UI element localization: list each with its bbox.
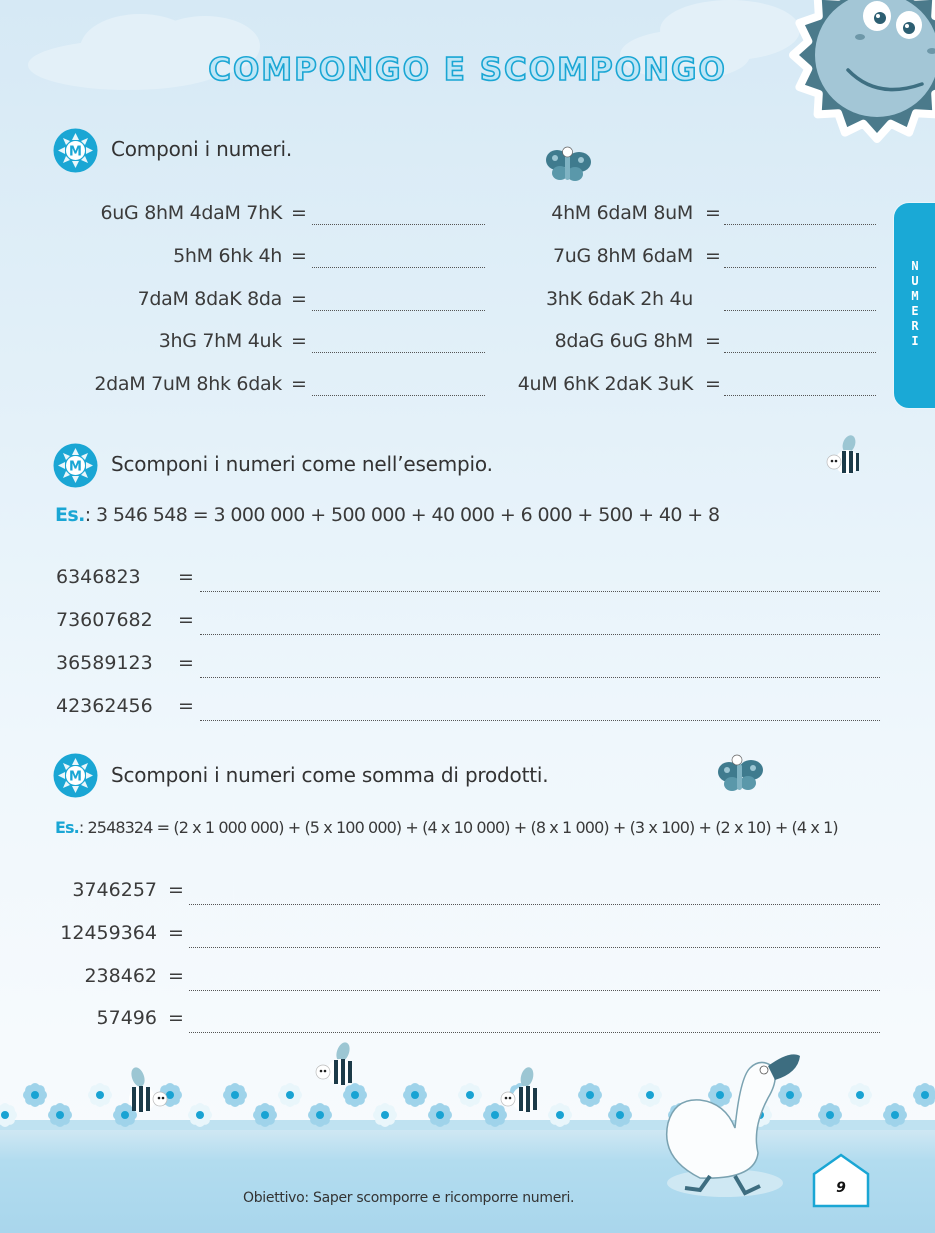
flower-icon bbox=[48, 1103, 72, 1127]
butterfly-icon bbox=[715, 750, 765, 795]
exercise-2-heading: Scomponi i numeri come nell’esempio. bbox=[111, 452, 493, 476]
goose-illustration bbox=[640, 1048, 810, 1198]
answer-line[interactable] bbox=[724, 310, 876, 311]
example-label: Es. bbox=[55, 504, 85, 526]
flower-icon bbox=[548, 1103, 572, 1127]
equals-sign: = bbox=[705, 245, 721, 267]
tab-letter: R bbox=[911, 319, 919, 333]
section-tab-label bbox=[894, 259, 935, 349]
flower-icon bbox=[88, 1083, 112, 1107]
tab-letter: N bbox=[911, 259, 919, 273]
bee-icon bbox=[308, 1040, 360, 1092]
butterfly-icon bbox=[543, 140, 593, 185]
flower-icon bbox=[458, 1083, 482, 1107]
example-1 bbox=[55, 504, 720, 526]
answer-line[interactable] bbox=[189, 990, 880, 991]
flower-icon bbox=[23, 1083, 47, 1107]
equals-sign: = bbox=[178, 695, 194, 717]
answer-line[interactable] bbox=[200, 677, 880, 678]
section-tab-numeri[interactable] bbox=[893, 202, 935, 409]
flower-icon bbox=[428, 1103, 452, 1127]
number-to-decompose: 3746257 bbox=[72, 879, 157, 901]
m-badge-icon bbox=[53, 443, 98, 488]
objective-text: Obiettivo: Saper scomporre e ricomporre numeri. bbox=[243, 1190, 575, 1206]
exercise-3-heading: Scomponi i numeri come somma di prodotti. bbox=[111, 763, 549, 787]
answer-line[interactable] bbox=[312, 352, 485, 353]
compose-expression: 8daG 6uG 8hM bbox=[554, 330, 693, 352]
compose-expression: 3hK 6daK 2h 4u bbox=[545, 288, 693, 310]
answer-line[interactable] bbox=[312, 395, 485, 396]
compose-expression: 5hM 6hk 4h bbox=[173, 245, 282, 267]
example-text: : 3 546 548 = 3 000 000 + 500 000 + 40 000 + 6 000 + 500 + 40 + 8 bbox=[84, 504, 720, 526]
svg-text:M: M bbox=[69, 459, 82, 475]
compose-expression: 4uM 6hK 2daK 3uK bbox=[517, 373, 693, 395]
equals-sign: = bbox=[178, 609, 194, 631]
number-to-decompose: 57496 bbox=[96, 1007, 157, 1029]
flower-icon bbox=[253, 1103, 277, 1127]
answer-line[interactable] bbox=[724, 395, 876, 396]
number-to-decompose: 73607682 bbox=[56, 609, 153, 631]
tab-letter: E bbox=[911, 304, 919, 318]
equals-sign: = bbox=[291, 373, 307, 395]
tab-letter: U bbox=[911, 274, 919, 288]
tab-letter: M bbox=[911, 289, 919, 303]
flower-icon bbox=[223, 1083, 247, 1107]
answer-line[interactable] bbox=[200, 591, 880, 592]
equals-sign: = bbox=[291, 330, 307, 352]
flower-icon bbox=[278, 1083, 302, 1107]
equals-sign: = bbox=[291, 245, 307, 267]
answer-line[interactable] bbox=[724, 352, 876, 353]
page-title: COMPONGO E SCOMPONGO bbox=[208, 52, 727, 88]
answer-line[interactable] bbox=[312, 267, 485, 268]
example-2 bbox=[55, 818, 838, 837]
flower-icon bbox=[308, 1103, 332, 1127]
flower-icon bbox=[848, 1083, 872, 1107]
tab-letter: I bbox=[911, 334, 919, 348]
sun-face-icon bbox=[782, 0, 935, 155]
page-number: 9 bbox=[836, 1180, 846, 1196]
equals-sign: = bbox=[168, 922, 184, 944]
answer-line[interactable] bbox=[189, 1032, 880, 1033]
example-text: : 2548324 = (2 x 1 000 000) + (5 x 100 000) + (4 x 10 000) + (8 x 1 000) + (3 x 100) + (2 x 10) + (4 x 1) bbox=[78, 818, 838, 837]
number-to-decompose: 6346823 bbox=[56, 566, 141, 588]
equals-sign: = bbox=[168, 879, 184, 901]
bee-icon bbox=[820, 432, 865, 478]
number-to-decompose: 36589123 bbox=[56, 652, 153, 674]
flower-icon bbox=[403, 1083, 427, 1107]
svg-text:M: M bbox=[69, 769, 82, 785]
number-to-decompose: 12459364 bbox=[60, 922, 157, 944]
compose-expression: 7daM 8daK 8da bbox=[137, 288, 282, 310]
answer-line[interactable] bbox=[200, 720, 880, 721]
answer-line[interactable] bbox=[200, 634, 880, 635]
equals-sign: = bbox=[291, 288, 307, 310]
exercise-1-heading: Componi i numeri. bbox=[111, 137, 292, 161]
equals-sign: = bbox=[168, 965, 184, 987]
answer-line[interactable] bbox=[312, 310, 485, 311]
answer-line[interactable] bbox=[312, 224, 485, 225]
bee-icon bbox=[493, 1065, 545, 1117]
flower-icon bbox=[818, 1103, 842, 1127]
compose-expression: 7uG 8hM 6daM bbox=[552, 245, 693, 267]
equals-sign: = bbox=[705, 330, 721, 352]
bee-icon bbox=[120, 1065, 172, 1117]
compose-expression: 6uG 8hM 4daM 7hK bbox=[100, 202, 282, 224]
equals-sign: = bbox=[705, 202, 721, 224]
compose-expression: 2daM 7uM 8hk 6dak bbox=[94, 373, 282, 395]
number-to-decompose: 238462 bbox=[84, 965, 157, 987]
equals-sign: = bbox=[291, 202, 307, 224]
m-badge-icon bbox=[53, 128, 98, 173]
answer-line[interactable] bbox=[724, 224, 876, 225]
flower-icon bbox=[188, 1103, 212, 1127]
equals-sign: = bbox=[705, 373, 721, 395]
flower-icon bbox=[373, 1103, 397, 1127]
flower-icon bbox=[913, 1083, 935, 1107]
equals-sign: = bbox=[178, 566, 194, 588]
example-label: Es. bbox=[55, 818, 79, 837]
answer-line[interactable] bbox=[189, 947, 880, 948]
svg-text:M: M bbox=[69, 144, 82, 160]
flower-icon bbox=[608, 1103, 632, 1127]
compose-expression: 4hM 6daM 8uM bbox=[551, 202, 693, 224]
equals-sign: = bbox=[178, 652, 194, 674]
answer-line[interactable] bbox=[724, 267, 876, 268]
flower-icon bbox=[883, 1103, 907, 1127]
flower-icon bbox=[578, 1083, 602, 1107]
answer-line[interactable] bbox=[189, 904, 880, 905]
compose-expression: 3hG 7hM 4uk bbox=[158, 330, 282, 352]
number-to-decompose: 42362456 bbox=[56, 695, 153, 717]
equals-sign: = bbox=[168, 1007, 184, 1029]
m-badge-icon bbox=[53, 753, 98, 798]
